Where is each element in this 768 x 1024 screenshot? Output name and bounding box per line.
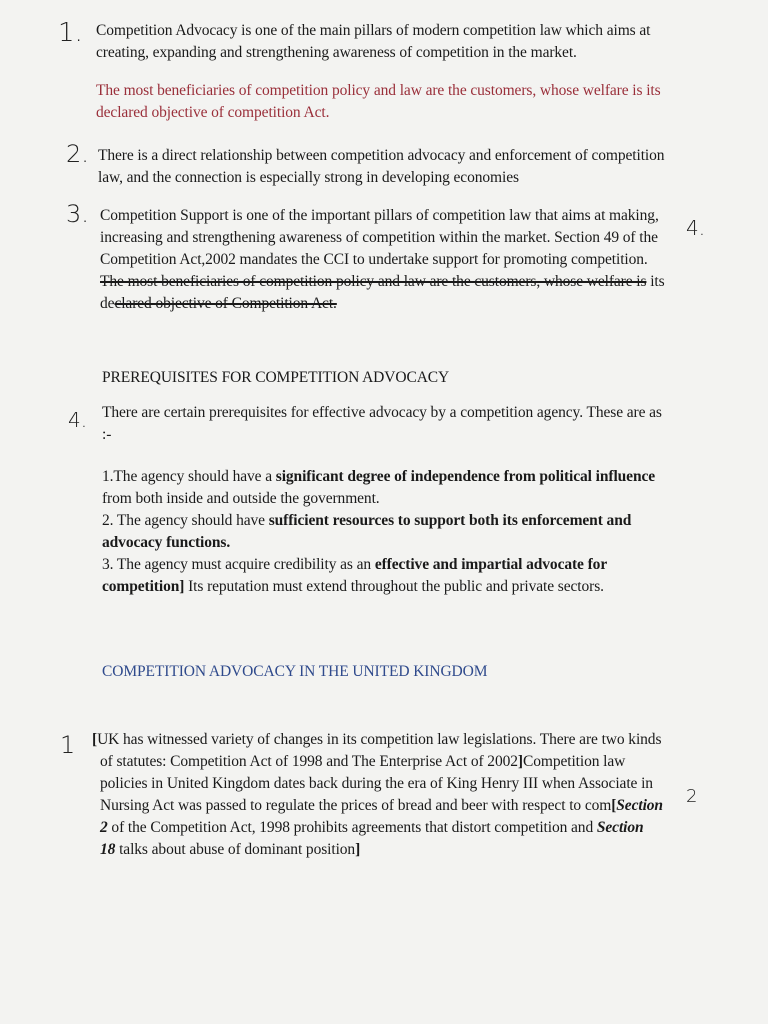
list-item [102, 510, 702, 532]
text-line [92, 751, 692, 773]
bracket-mark: ] [355, 841, 361, 858]
text-line [92, 839, 692, 861]
text-fragment: 1.The agency should have a [102, 468, 276, 485]
paragraph-3 [100, 205, 690, 315]
bold-italic-text: Section [596, 819, 644, 836]
paragraph-1 [96, 20, 686, 64]
list-item-continued [102, 532, 702, 554]
bold-text: competition [102, 578, 180, 595]
handwritten-number-4-right: 4. [686, 216, 706, 240]
bold-text: advocacy functions. [102, 534, 231, 551]
list-item [102, 466, 702, 488]
text-line [92, 729, 692, 751]
handwritten-number-3: 3. [66, 200, 89, 228]
bold-text: significant degree of independence from political influence [275, 468, 656, 485]
text-fragment: Nursing Act was passed to regulate the prices of bread and beer with respect to com [100, 797, 612, 814]
handwritten-number-4: 4. [68, 408, 88, 432]
bracket-mark: [ [611, 797, 617, 814]
text-line [92, 817, 692, 839]
bracket-mark: ] [517, 753, 523, 770]
text-line [100, 293, 690, 315]
handwritten-number-1-uk: 1 [60, 731, 76, 759]
text-line: :- [102, 426, 112, 443]
paragraph-2 [98, 145, 688, 189]
text-line: law, and the connection is especially strong in developing economies [98, 169, 519, 186]
text-fragment: Competition law [522, 753, 626, 770]
text-fragment: its [646, 273, 665, 290]
bracket-mark: [ [92, 731, 98, 748]
text-line: Competition Act,2002 mandates the CCI to undertake support for promoting competition. [100, 251, 648, 268]
bold-italic-text: 2 [100, 819, 108, 836]
paragraph-1-red [96, 80, 686, 124]
text-line: increasing and strengthening awareness of competition within the market. Section 49 of the [100, 229, 658, 246]
text-line: policies in United Kingdom dates back during the era of King Henry III when Associate in [100, 775, 653, 792]
list-item [102, 554, 702, 576]
handwritten-number-2: 2. [66, 140, 89, 168]
text-line: There are certain prerequisites for effective advocacy by a competition agency. These are as [102, 404, 662, 421]
uk-heading: COMPETITION ADVOCACY IN THE UNITED KINGDOM [102, 663, 488, 680]
text-fragment: 2. The agency should have [102, 512, 269, 529]
text-line: creating, expanding and strengthening awareness of competition in the market. [96, 44, 577, 61]
text-fragment: UK has witnessed variety of changes in its competition law legislations. There are two kinds [97, 731, 662, 748]
text-line: declared objective of competition Act. [96, 104, 330, 121]
bold-text: effective and impartial advocate for [374, 556, 608, 573]
bold-text: sufficient resources to support both its enforcement and [268, 512, 632, 529]
text-line: Competition Support is one of the important pillars of competition law that aims at making, [100, 207, 659, 224]
prereq-intro [102, 402, 692, 446]
text-fragment: 3. The agency must acquire credibility as an [102, 556, 375, 573]
prereq-list [102, 466, 702, 598]
handwritten-number-2-uk: 2 [686, 786, 698, 807]
text-fragment: of statutes: Competition Act of 1998 and The Enterprise Act of 2002 [100, 753, 518, 770]
text-line [100, 271, 690, 293]
handwritten-number-1: 1. [58, 18, 83, 48]
text-fragment: of the Competition Act, 1998 prohibits agreements that distort competition and [107, 819, 597, 836]
list-item-continued [102, 576, 702, 598]
text-fragment: Its reputation must extend throughout the public and private sectors. [184, 578, 604, 595]
bracket-mark: ] [179, 578, 185, 595]
struck-text: clared objective of Competition Act. [114, 295, 337, 312]
uk-paragraph [92, 729, 692, 861]
struck-text: The most beneficiaries of competition policy and law are the customers, whose welfare is [100, 273, 647, 290]
text-line: The most beneficiaries of competition policy and law are the customers, whose welfare is its [96, 82, 661, 99]
text-line: Competition Advocacy is one of the main pillars of modern competition law which aims at [96, 22, 651, 39]
text-line [92, 795, 692, 817]
text-fragment: talks about abuse of dominant position [115, 841, 356, 858]
text-line: There is a direct relationship between competition advocacy and enforcement of competition [98, 147, 665, 164]
list-item-continued: from both inside and outside the government. [102, 490, 380, 507]
bold-italic-text: Section [616, 797, 663, 814]
bold-italic-text: 18 [100, 841, 116, 858]
prereq-heading: PREREQUISITES FOR COMPETITION ADVOCACY [102, 369, 450, 386]
text-fragment: de [100, 295, 115, 312]
